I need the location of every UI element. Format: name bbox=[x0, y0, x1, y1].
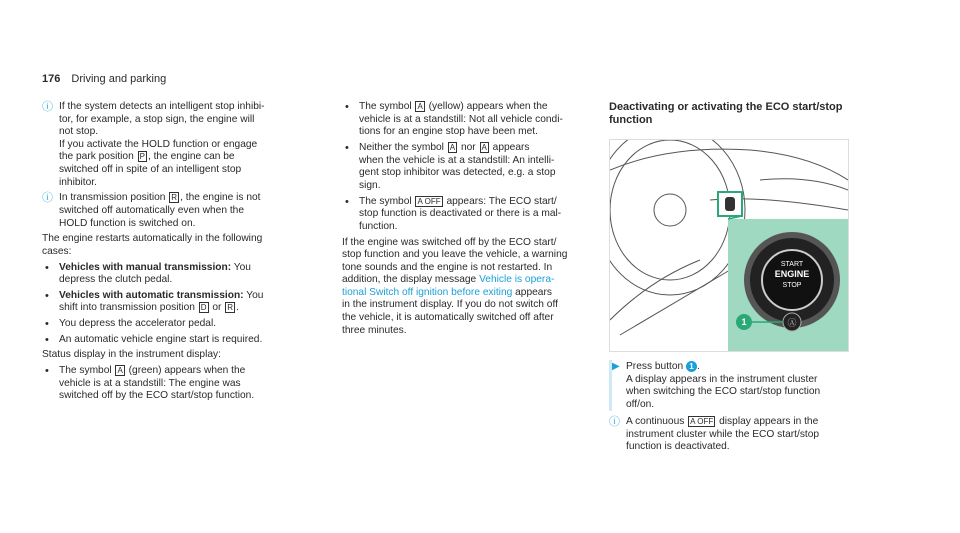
eco-off-icon: A OFF bbox=[417, 196, 441, 206]
info-icon: ⓘ bbox=[42, 101, 53, 113]
reverse-position-symbol: R bbox=[171, 193, 178, 203]
instruction-step: ▶ Press button 1 . A display appears in the instrument cluster when switching the ECO start/stop function off/on. bbox=[612, 361, 821, 410]
list-item: • The symbol A (yellow) appears when the vehicle is at a standstill: Not all vehicle condi- tions for an engine stop have been met. bbox=[342, 101, 602, 139]
eco-green-icon: A bbox=[449, 142, 456, 152]
warning-paragraph: If the engine was switched off by the ECO start/ stop function and you leave the vehicle, a warning tone sounds and the engine is not restarted. In addition, the display message Vehicle is opera- tional Switch off ignition before exiting appears in the instrument display. If you do not switch off the vehicle, it is automatically switched off after three minutes. bbox=[342, 236, 568, 336]
info-icon: ⓘ bbox=[609, 416, 620, 428]
display-message: tional Switch off ignition before exiting bbox=[342, 286, 513, 298]
svg-text:Ⓐ: Ⓐ bbox=[787, 318, 797, 328]
list-item: • Vehicles with manual transmission: You depress the clutch pedal. bbox=[42, 262, 314, 287]
column-2 bbox=[342, 101, 602, 340]
eco-green-icon: A bbox=[117, 365, 123, 375]
section-title: Driving and parking bbox=[71, 73, 167, 85]
status-paragraph: Status display in the instrument display: bbox=[42, 349, 221, 361]
list-item: • Neither the symbol A nor A appears when the vehicle is at a standstill: An intelli- gent stop inhibitor was detected, e.g. a stop sign. bbox=[342, 142, 602, 193]
drive-position-symbol: D bbox=[200, 303, 207, 313]
stop-label: STOP bbox=[782, 282, 802, 289]
reverse-position-symbol: R bbox=[227, 303, 234, 313]
section-heading: Deactivating or activating the ECO start/stop function bbox=[609, 101, 843, 126]
list-item: • The symbol A OFF appears: The ECO start/ stop function is deactivated or there is a mal- function. bbox=[342, 196, 602, 234]
restart-paragraph: The engine restarts automatically in the following cases: bbox=[42, 233, 263, 257]
eco-yellow-icon: A bbox=[481, 142, 487, 152]
engine-label: ENGINE bbox=[774, 269, 810, 279]
list-item: • Vehicles with automatic transmission: You shift into transmission position D or R . bbox=[42, 290, 314, 315]
page-header bbox=[42, 73, 166, 85]
eco-button-illustration bbox=[609, 139, 849, 352]
page-number: 176 bbox=[42, 73, 61, 85]
eco-off-icon: A OFF bbox=[690, 417, 714, 426]
callout-1: 1 bbox=[686, 361, 697, 372]
dashboard-drawing bbox=[610, 140, 848, 351]
display-message: Vehicle is opera- bbox=[479, 274, 555, 286]
list-item: • An automatic vehicle engine start is required. bbox=[42, 334, 314, 347]
column-3 bbox=[609, 101, 859, 141]
info-icon: ⓘ bbox=[42, 192, 53, 205]
arrow-icon: ▶ bbox=[612, 361, 620, 372]
list-item: • The symbol A (green) appears when the vehicle is at a standstill: The engine was switched off by the ECO start/stop function. bbox=[42, 365, 314, 403]
column-1 bbox=[42, 101, 314, 406]
callout-1: 1 bbox=[741, 317, 747, 327]
note-intelligent-stop: ⓘ If the system detects an intelligent stop inhibi- tor, for example, a stop sign, the engine will not stop. If you activate the HOLD function or engage the park position P , the engine can be switched off in spite of an intelligent stop inhibitor. bbox=[42, 101, 265, 188]
start-label: START bbox=[780, 261, 804, 268]
note-reverse-position: ⓘ In transmission position R , the engine is not switched off automatically even when the HOLD function is switched on. bbox=[42, 192, 261, 229]
park-position-symbol: P bbox=[139, 152, 145, 162]
eco-off-note: ⓘ A continuous A OFF display appears in the instrument cluster while the ECO start/stop function is deactivated. bbox=[609, 416, 820, 453]
eco-yellow-icon: A bbox=[417, 102, 423, 111]
list-item: • You depress the accelerator pedal. bbox=[42, 318, 314, 331]
